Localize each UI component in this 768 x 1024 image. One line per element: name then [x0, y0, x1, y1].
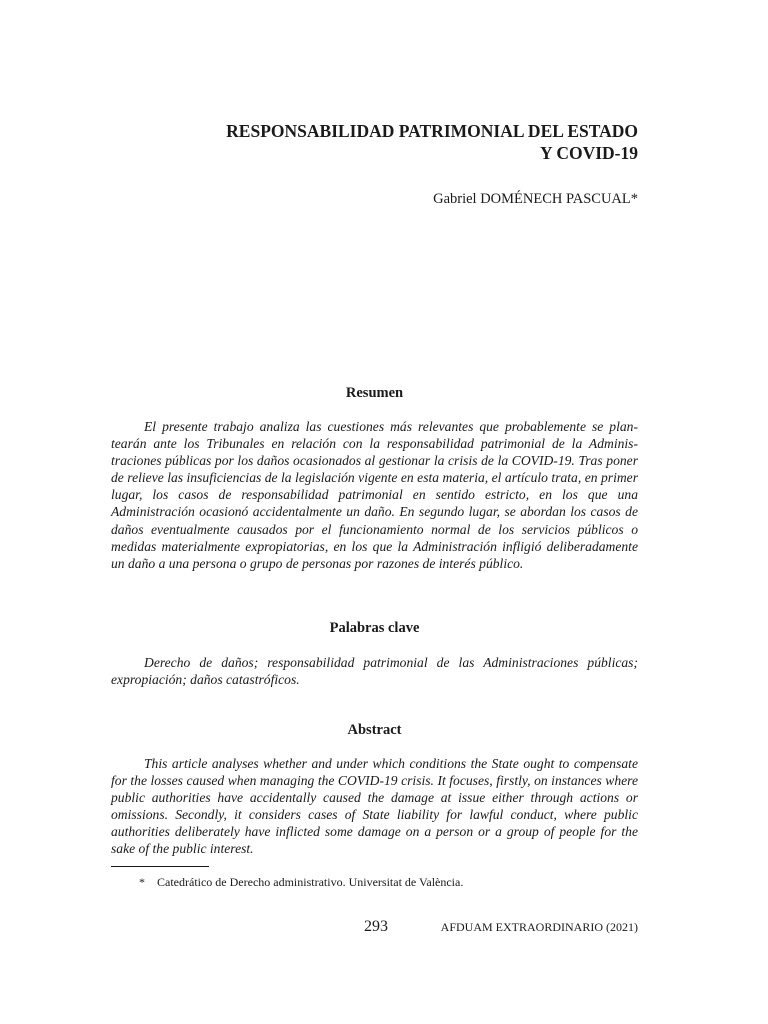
palabras-clave-text: Derecho de daños; responsabilidad patrimonial de las Administraciones públicas; expropiación; daños catastróficos.	[111, 655, 638, 688]
author-name: Gabriel DOMÉNECH PASCUAL*	[433, 191, 638, 207]
footnote	[139, 874, 638, 890]
abstract-text: This article analyses whether and under which conditions the State ought to compensate for the losses caused when managing the COVID-19 crisis. It focuses, firstly, on instances where public authorities have accidentally caused the damage at issue either through actions or omissions. Secondly, it considers cases of State liability for lawful conduct, where public authorities deliberately have inflicted some damage on a person or a group of people for the sake of the public interest.	[111, 756, 638, 857]
footnote-rule	[111, 866, 209, 867]
footnote-mark: *	[139, 875, 145, 889]
resumen-text: El presente trabajo analiza las cuestiones más relevantes que probablemente se plantearán ante los Tribunales en relación con la responsabilidad patrimonial de la Administraciones públicas por los daños ocasionados al gestionar la crisis de la COVID-19. Tras poner de relieve las insuficiencias de la legislación vigente en esta materia, el artículo trata, en primer lugar, los casos de responsabilidad patrimonial en sentido estricto, en los que una Administración ocasionó accidentalmente un daño. En segundo lugar, se abordan los casos de daños eventualmente causados por el funcionamiento normal de los servicios públicos o medidas materialmente expropiatorias, en los que la Administración infligió deliberadamente un daño a una persona o grupo de personas por razones de interés público.	[111, 419, 638, 571]
journal-name: AFDUAM EXTRAORDINARIO (2021)	[440, 920, 638, 934]
resumen-heading: Resumen	[345, 385, 404, 401]
article-title	[150, 120, 638, 164]
article-title-line-2: Y COVID-19	[539, 143, 638, 163]
article-title-line-1: RESPONSABILIDAD PATRIMONIAL DEL ESTADO	[226, 121, 638, 141]
palabras-clave-heading: Palabras clave	[329, 620, 420, 636]
abstract-heading: Abstract	[347, 722, 402, 738]
page-number: 293	[364, 918, 388, 935]
footnote-text: Catedrático de Derecho administrativo. Universitat de València.	[157, 875, 464, 889]
